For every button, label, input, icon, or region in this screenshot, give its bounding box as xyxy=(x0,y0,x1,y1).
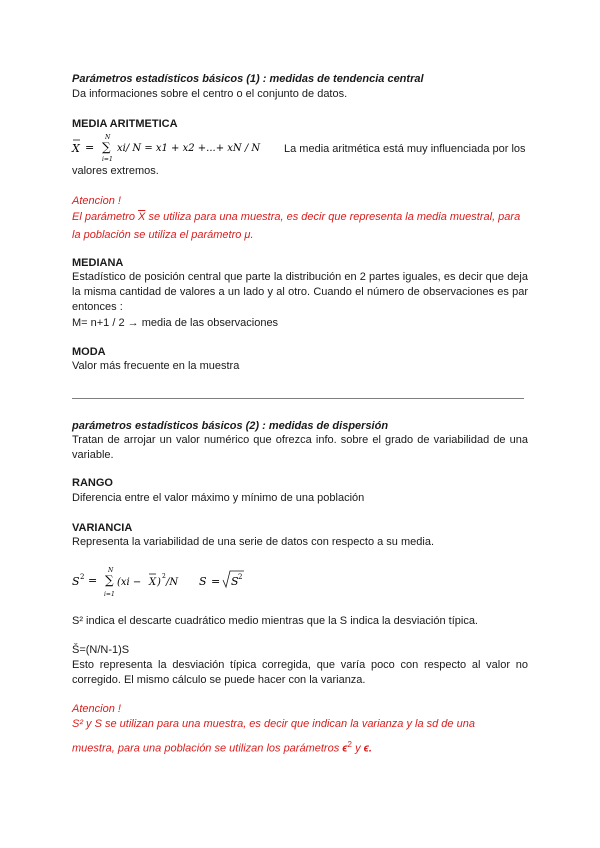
variance-lhs-exp: 2 xyxy=(80,573,85,581)
section2-intro: Tratan de arrojar un valor numérico que ofrezca info. sobre el grado de variabilidad de una variable. xyxy=(72,434,528,461)
rango-text: Diferencia entre el valor máximo y mínimo de una población xyxy=(72,492,365,504)
section-intro: Da informaciones sobre el centro o el conjunto de datos. xyxy=(72,88,348,100)
mean-description-line2: valores extremos. xyxy=(72,165,159,177)
heading-rango: RANGO xyxy=(72,477,113,489)
and-word: y xyxy=(355,742,361,755)
mean-description-line1: La media aritmética está muy influenciada por los xyxy=(284,143,526,155)
warning2-text-line1: S² y S se utilizan para una muestra, es decir que indican la varianza y la sd de una xyxy=(72,718,475,730)
variance-formula xyxy=(68,560,268,604)
sd-radicand-exp: 2 xyxy=(238,573,243,581)
mean-formula xyxy=(68,130,288,166)
heading-varianza: VARIANCIA xyxy=(72,522,133,534)
heading-moda: MODA xyxy=(72,346,106,358)
warning2-text-a: muestra, para una población se utilizan los parámetros xyxy=(72,742,340,755)
variance-note: S² indica el descarte cuadrático medio mientras que la S indica la desviación típica. xyxy=(72,615,478,627)
heading-mediana: MEDIANA xyxy=(72,257,124,269)
warning-text-line2: la población se utiliza el parámetro μ. xyxy=(72,229,254,241)
corrected-text: Esto representa la desviación típica corregida, que varía poco con respecto al valor no corregido. El mismo cálculo se puede hacer con la varianza. xyxy=(72,659,528,686)
warning-label: Atencion ! xyxy=(72,195,121,207)
mean-formula-body: xi/ N = x1 + x2 +...+ xN / N xyxy=(117,143,261,154)
equals-sign: = xyxy=(88,574,98,587)
variance-body-open: (xi − xyxy=(117,577,142,588)
sum-lower-limit: i=1 xyxy=(102,156,113,163)
mediana-formula: M= n+1 / 2 → media de las observaciones xyxy=(72,317,279,329)
epsilon-symbol: ϵ xyxy=(342,742,348,755)
variance-body-close: ) xyxy=(157,577,161,588)
variance-body-div: /N xyxy=(166,577,179,588)
variance-body-exp: 2 xyxy=(162,573,166,580)
warning-text-a: El parámetro xyxy=(72,211,135,223)
sd-equals: = xyxy=(211,575,221,588)
section-title-dispersion: parámetros estadísticos básicos (2) : medidas de dispersión xyxy=(72,420,389,432)
sum-upper-limit: N xyxy=(108,567,114,574)
warning2-label: Atencion ! xyxy=(72,703,121,715)
sd-lhs: S xyxy=(199,575,207,588)
mediana-text: Estadístico de posición central que parte la distribución en 2 partes iguales, es decir que deja la misma cantidad de valores a un lado y al otro. Cuando el número de observaciones es par entonces : xyxy=(72,271,528,313)
sum-upper-limit: N xyxy=(105,134,111,141)
warning-text-line1 xyxy=(72,210,528,225)
sd-radicand: S xyxy=(231,575,239,588)
warning-text-b: se utiliza para una muestra, es decir que representa la media muestral, para xyxy=(148,211,521,223)
sum-sign: ∑ xyxy=(105,573,114,587)
section-divider xyxy=(72,398,524,399)
warning2-text-line2 xyxy=(72,737,528,757)
sum-sign: ∑ xyxy=(102,140,111,154)
epsilon-symbol-2: ϵ. xyxy=(363,742,372,755)
varianza-text: Representa la variabilidad de una serie de datos con respecto a su media. xyxy=(72,536,435,548)
equals-sign: = xyxy=(85,141,95,154)
sum-lower-limit: i=1 xyxy=(104,591,115,598)
mean-symbol: X xyxy=(72,142,80,155)
corrected-formula: Š=(N/N-1)S xyxy=(72,644,130,656)
epsilon-exponent: 2 xyxy=(347,740,352,749)
moda-text: Valor más frecuente en la muestra xyxy=(72,360,240,372)
heading-media: MEDIA ARITMETICA xyxy=(72,118,178,130)
variance-body-x: X xyxy=(149,577,157,588)
mean-symbol-inline: $\overline{X}$ xyxy=(138,211,146,223)
variance-lhs: S xyxy=(72,575,80,588)
section-title-central-tendency: Parámetros estadísticos básicos (1) : medidas de tendencia central xyxy=(72,73,424,85)
